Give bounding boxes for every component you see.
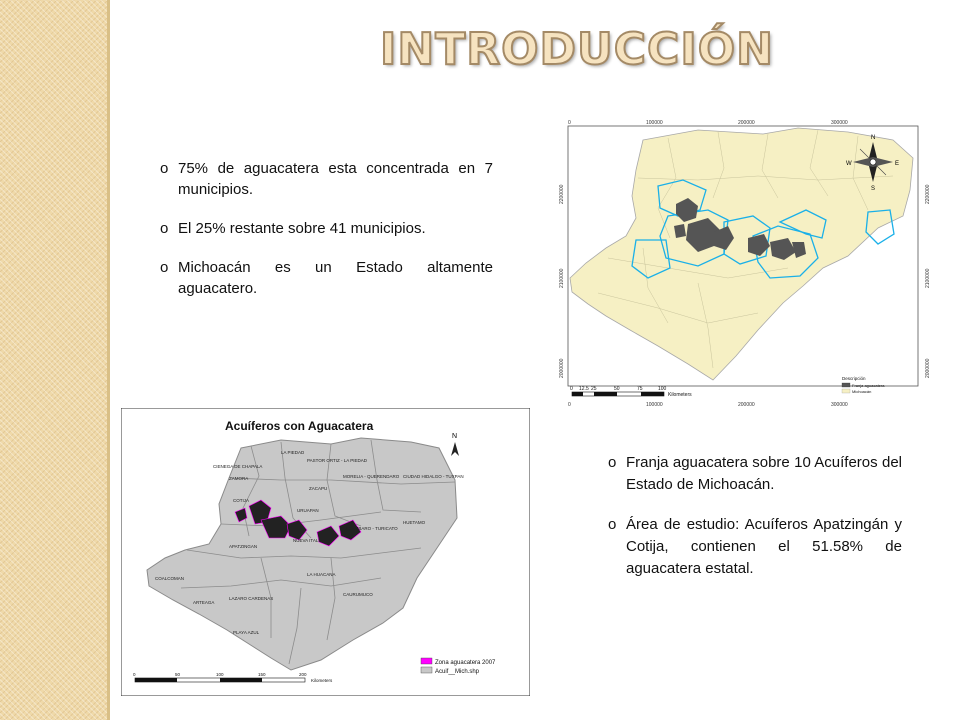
- region-label: CIUDAD HIDALGO - TUXPAN: [403, 474, 464, 479]
- compass-w: W: [846, 161, 852, 167]
- avocado-belt-map: [548, 118, 944, 410]
- sidebar-edge: [107, 0, 110, 720]
- region-label: LAZARO CARDENAS: [229, 596, 274, 601]
- region-label: CIENEGA DE CHAPALA: [213, 464, 263, 469]
- scale-label: 100: [216, 672, 224, 677]
- y-tick: 2100000: [925, 268, 931, 288]
- scale-label: 200: [299, 672, 307, 677]
- compass-n: N: [871, 135, 876, 141]
- map-title: Acuíferos con Aguacatera: [225, 419, 374, 433]
- bullet-marker: o: [160, 220, 169, 237]
- x-tick: 0: [568, 120, 571, 126]
- decorative-sidebar: [0, 0, 107, 720]
- compass-s: S: [871, 186, 876, 192]
- scale-label: 100: [658, 386, 667, 392]
- region-label: COTIJA: [233, 498, 250, 503]
- legend-label: Franja aguacatera: [852, 383, 885, 388]
- region-label: LA HUACANA: [307, 572, 336, 577]
- y-tick: 2000000: [559, 358, 565, 378]
- scale-label: 50: [614, 386, 620, 392]
- region-label: LA PIEDAD: [281, 450, 305, 455]
- region-label: COALCOMAN: [155, 576, 185, 581]
- legend-swatch: [421, 658, 432, 664]
- aquifers-map: [121, 408, 530, 696]
- bullet-text: Área de estudio: Acuíferos Apatzingán y Cotija, contienen el 51.58% de aguacatera estatal.: [626, 516, 902, 577]
- bullet-item: [160, 257, 493, 299]
- x-tick: 200000: [738, 402, 755, 408]
- legend-label: Michoacán: [852, 389, 872, 394]
- bullet-marker: o: [608, 516, 617, 533]
- region-label: PLAYA AZUL: [233, 630, 260, 635]
- region-label: APATZINGAN: [229, 544, 258, 549]
- x-tick: 100000: [646, 120, 663, 126]
- bullet-text: El 25% restante sobre 41 municipios.: [178, 220, 426, 237]
- scale-label: 75: [637, 386, 643, 392]
- legend-title: Descripción: [842, 376, 866, 381]
- region-label: MORELIA - QUERENDARO: [343, 474, 400, 479]
- scale-label: 150: [258, 672, 266, 677]
- bullet-text: Franja aguacatera sobre 10 Acuíferos del Estado de Michoacán.: [626, 454, 902, 493]
- region-label: NUEVA ITALIA: [293, 538, 323, 543]
- scale-label: 0: [133, 672, 136, 677]
- y-tick: 2100000: [559, 268, 565, 288]
- scale-label: 12.5: [579, 386, 589, 392]
- bullet-item: [160, 218, 493, 239]
- legend-swatch: [842, 383, 850, 387]
- scale-unit: Kilometers: [311, 678, 333, 683]
- region-label: CAURUMUCO: [343, 592, 373, 597]
- bullet-item: [160, 158, 493, 200]
- x-tick: 0: [568, 402, 571, 408]
- bullet-list-top: [160, 158, 493, 317]
- region-label: ZACAPU: [309, 486, 328, 491]
- legend-swatch: [421, 667, 432, 673]
- x-tick: 300000: [831, 402, 848, 408]
- region-label: ZAMORA: [229, 476, 249, 481]
- x-tick: 300000: [831, 120, 848, 126]
- x-tick: 100000: [646, 402, 663, 408]
- y-tick: 2000000: [925, 358, 931, 378]
- region-label: ARTEAGA: [193, 600, 215, 605]
- scale-label: 0: [570, 386, 573, 392]
- region-label: HUETAMO: [403, 520, 426, 525]
- bullet-item: [608, 514, 902, 580]
- north-label: N: [452, 433, 458, 440]
- region-label: TACAMBARO - TURICATO: [343, 526, 398, 531]
- region-label: PASTOR ORTIZ - LA PIEDAD: [307, 458, 368, 463]
- legend-swatch: [842, 389, 850, 393]
- bullet-marker: o: [160, 259, 169, 276]
- legend-label: Acuif__Mich.shp: [435, 669, 480, 675]
- y-tick: 2200000: [925, 184, 931, 204]
- y-tick: 2200000: [559, 184, 565, 204]
- slide-title: INTRODUCCIÓN: [380, 24, 774, 75]
- x-tick: 200000: [738, 120, 755, 126]
- bullet-marker: o: [608, 454, 617, 471]
- scale-unit: Kilometers: [668, 392, 692, 398]
- bullet-text: 75% de aguacatera esta concentrada en 7 municipios.: [178, 160, 493, 198]
- legend-label: Zona aguacatera 2007: [435, 660, 496, 666]
- bullet-item: [608, 452, 902, 496]
- scale-label: 25: [591, 386, 597, 392]
- scale-label: 50: [175, 672, 181, 677]
- bullet-text: Michoacán es un Estado altamente aguacatero.: [178, 259, 493, 297]
- region-label: URUAPAN: [297, 508, 319, 513]
- bullet-marker: o: [160, 160, 169, 177]
- compass-e: E: [895, 161, 900, 167]
- bullet-list-bottom: [608, 452, 902, 598]
